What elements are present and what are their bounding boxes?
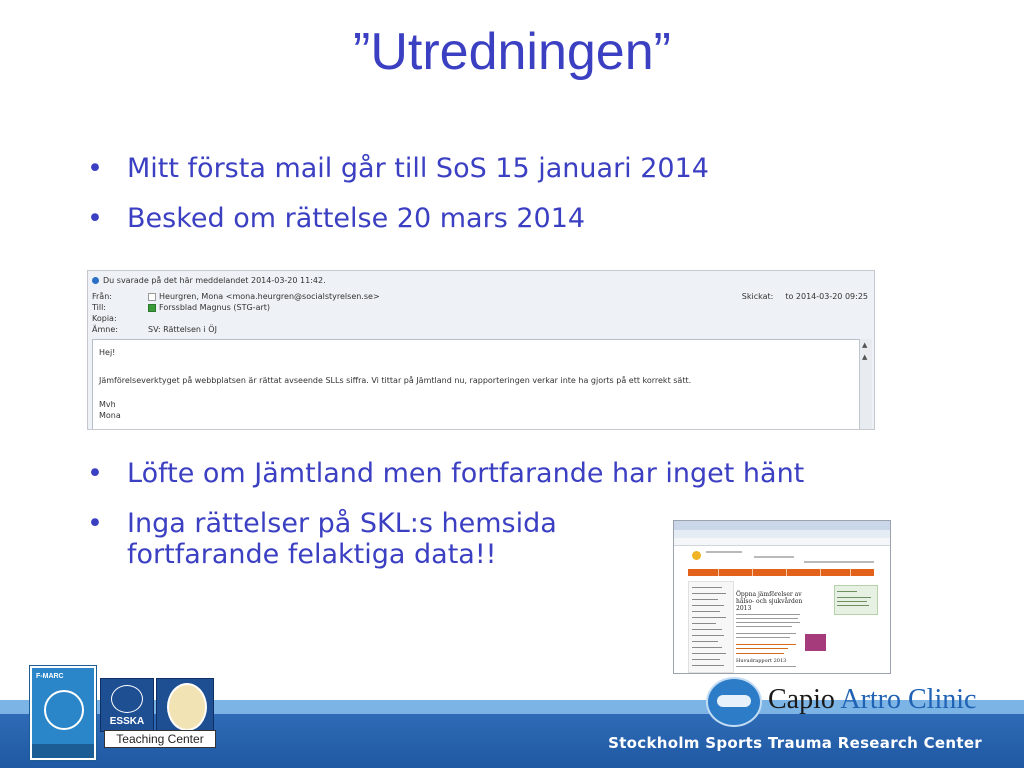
article-link[interactable] [736, 653, 784, 654]
globe-icon [44, 690, 84, 730]
article-text-line [736, 666, 796, 667]
sidebar-link [692, 599, 718, 600]
site-header-text [706, 551, 742, 553]
sidebar-link [692, 665, 724, 666]
fmarc-logo: F-MARC [30, 666, 96, 760]
article-text-line [736, 614, 800, 615]
sidebar-link [692, 653, 726, 654]
skl-logo-icon [692, 551, 701, 560]
crest-logo [156, 678, 214, 732]
right-box-line [837, 601, 867, 602]
scroll-up-icon: ▲ [862, 353, 868, 361]
nav-separator [752, 569, 753, 576]
teaching-center-label: Teaching Center [104, 730, 216, 748]
email-sent: Skickat: to 2014-03-20 09:25 [741, 292, 868, 301]
article-text-line [736, 626, 792, 627]
sidebar-link [692, 587, 722, 588]
email-screenshot [87, 270, 875, 430]
article-text-line [736, 618, 798, 619]
fifa-bar [32, 744, 94, 758]
nav-separator [820, 569, 821, 576]
sidebar-link [692, 605, 724, 606]
site-article-heading: Öppna jämförelser av hälso- och sjukvården 2013 [736, 591, 803, 612]
info-icon [92, 277, 99, 284]
bullet-list-top [87, 153, 887, 252]
right-box-line [837, 597, 871, 598]
email-body [92, 339, 860, 430]
sidebar-link [692, 593, 726, 594]
article-text-line [736, 637, 790, 638]
article-text-line [736, 633, 796, 634]
bullet-item: • Inga rättelser på SKL:s hemsida fortfarande felaktiga data!! [87, 508, 647, 571]
sidebar-link [692, 635, 724, 636]
bullet-item: • Mitt första mail går till SoS 15 januari 2014 [87, 153, 887, 185]
scroll-up-icon: ▲ [862, 341, 868, 349]
article-link[interactable] [736, 648, 788, 649]
right-box-line [837, 605, 869, 606]
email-cc-row: Kopia: [92, 314, 117, 323]
article-link[interactable] [736, 644, 796, 645]
email-scrollbar [859, 339, 872, 429]
crest-emblem-icon [167, 683, 207, 731]
email-subject-row: Ämne: SV: Rättelsen i ÖJ [92, 325, 217, 334]
site-right-box [834, 585, 878, 615]
right-box-line [837, 591, 857, 592]
sidebar-link [692, 623, 716, 624]
email-body-line: Mona [99, 411, 121, 420]
bullet-item: • Löfte om Jämtland men fortfarande har inget hänt [87, 458, 867, 490]
browser-addressbar [674, 530, 890, 538]
email-from-row: Från: Heurgren, Mona <mona.heurgren@socialstyrelsen.se> [92, 292, 380, 301]
sidebar-link [692, 611, 720, 612]
article-text-line [736, 622, 800, 623]
browser-toolbar [674, 538, 890, 546]
nav-separator [786, 569, 787, 576]
contact-icon [148, 304, 156, 312]
slide-title: ”Utredningen” [353, 23, 671, 81]
sidebar-link [692, 659, 720, 660]
capio-hand-logo-icon [706, 677, 762, 727]
email-info-bar: Du svarade på det här meddelandet 2014-03-20 11:42. [92, 276, 326, 285]
sidebar-link [692, 617, 726, 618]
email-body-line: Jämförelseverktyget på webbplatsen är rättat avseende SLLs siffra. Vi tittar på Jämtland nu, rapporteringen verkar inte ha gjorts på ett korrekt sätt. [99, 376, 692, 385]
capio-artro-clinic-logo: Capio Artro Clinic [768, 684, 977, 715]
site-subheading: Huvudrapport 2013 [736, 658, 787, 664]
browser-titlebar [674, 521, 890, 530]
site-nav-bar [688, 569, 874, 576]
email-body-line: Hej! [99, 348, 116, 357]
footer-text: Stockholm Sports Trauma Research Center [608, 734, 982, 752]
website-screenshot [673, 520, 891, 674]
esska-logo: ESSKA [100, 678, 154, 732]
bullet-item: • Besked om rättelse 20 mars 2014 [87, 203, 887, 235]
site-header-text [754, 556, 794, 558]
nav-separator [718, 569, 719, 576]
sidebar-link [692, 647, 722, 648]
contact-icon [148, 293, 156, 301]
sidebar-link [692, 641, 718, 642]
site-header-links [804, 561, 874, 563]
email-to-row: Till: Forssblad Magnus (STG-art) [92, 303, 271, 312]
nav-separator [850, 569, 851, 576]
sidebar-link [692, 629, 722, 630]
article-photo [805, 634, 826, 651]
esska-emblem-icon [111, 685, 143, 713]
email-body-line: Mvh [99, 400, 116, 409]
